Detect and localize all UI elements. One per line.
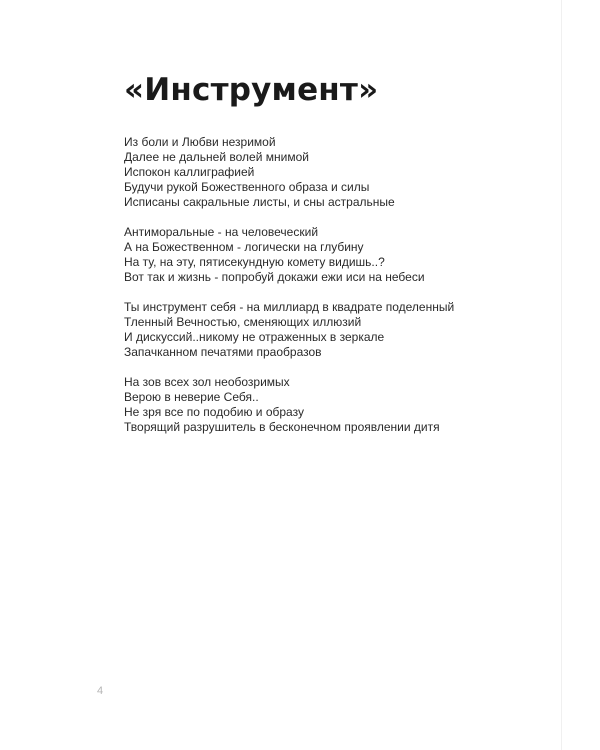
poem-line: Далее не дальней волей мнимой [124,150,309,164]
poem-line: Вот так и жизнь - попробуй докажи ежи иси на небеси [124,270,425,284]
poem-line: Из боли и Любви незримой [124,135,276,149]
poem-line: Творящий разрушитель в бесконечном проявлении дитя [124,420,440,434]
poem-line: И дискуссий..никому не отраженных в зеркале [124,330,385,344]
poem-line: Тленный Вечностью, сменяющих иллюзий [124,315,362,329]
poem-line: А на Божественном - логически на глубину [124,240,364,254]
poem-line: Не зря все по подобию и образу [124,405,304,419]
poem-title: «Инструмент» [124,72,379,108]
poem-line: Будучи рукой Божественного образа и силы [124,180,370,194]
poem-line: На ту, на эту, пятисекундную комету видишь..? [124,255,385,269]
stanza-3 [124,300,544,360]
poem-line: Ты инструмент себя - на миллиард в квадрате поделенный [124,300,455,314]
poem-line: Исписаны сакральные листы, и сны астральные [124,195,395,209]
poem-line: Верою в неверие Себя.. [124,390,259,404]
stanza-4 [124,375,544,435]
stanza-1 [124,135,544,210]
poem-line: Запачканном печатями праобразов [124,345,322,359]
poem-body [124,135,544,450]
poem-line: Испокон каллиграфией [124,165,255,179]
poem-line: Антиморальные - на человеческий [124,225,319,239]
stanza-2 [124,225,544,285]
poem-line: На зов всех зол необозримых [124,375,290,389]
page-edge [561,0,600,750]
page-number: 4 [97,685,104,697]
